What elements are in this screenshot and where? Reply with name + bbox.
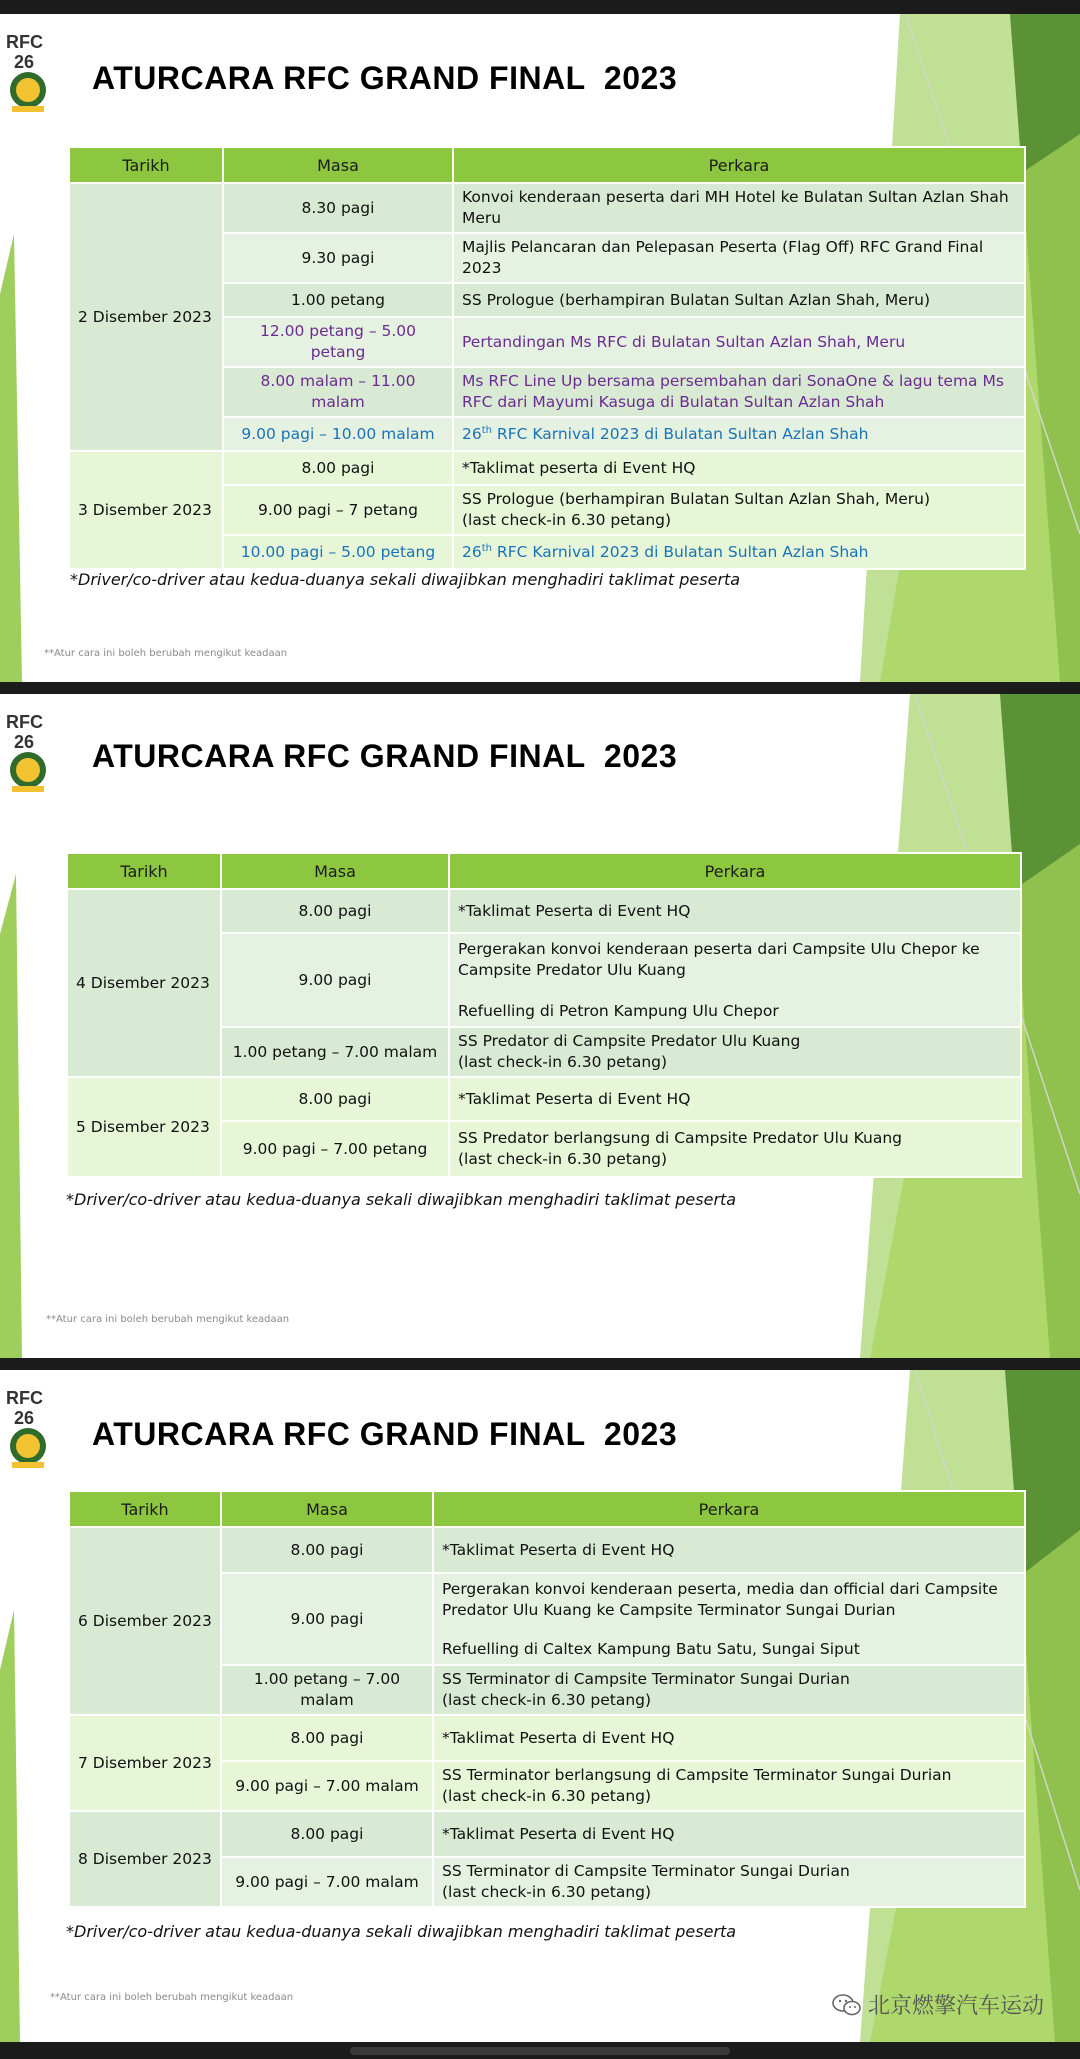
svg-text:26: 26 xyxy=(14,1408,35,1428)
activity-line: Pergerakan konvoi kenderaan peserta dari Campsite Ulu Chepor ke Campsite Predator Ulu Kuang xyxy=(458,939,980,979)
activity-cell xyxy=(449,933,1021,1027)
activity-cell xyxy=(453,417,1025,451)
ordinal-suffix: th xyxy=(481,424,492,436)
footnote: **Atur cara ini boleh berubah mengikut keadaan xyxy=(44,648,288,659)
activity-cell: Pertandingan Ms RFC di Bulatan Sultan Azlan Shah, Meru xyxy=(453,317,1025,367)
date-cell: 3 Disember 2023 xyxy=(69,451,223,569)
header-masa: Masa xyxy=(221,1491,433,1527)
activity-line: (last check-in 6.30 petang) xyxy=(442,1787,652,1805)
date-cell: 5 Disember 2023 xyxy=(67,1077,221,1177)
activity-cell: *Taklimat Peserta di Event HQ xyxy=(433,1811,1025,1857)
driver-note: *Driver/co-driver atau kedua-duanya sekali diwajibkan menghadiri taklimat peserta xyxy=(66,1922,737,1941)
home-indicator[interactable] xyxy=(350,2047,730,2055)
activity-cell xyxy=(449,1027,1021,1077)
date-cell: 6 Disember 2023 xyxy=(69,1527,221,1715)
activity-cell: *Taklimat peserta di Event HQ xyxy=(453,451,1025,485)
page-title: ATURCARA RFC GRAND FINAL 2023 xyxy=(92,1416,678,1452)
time-cell: 9.00 pagi xyxy=(221,1573,433,1665)
header-tarikh: Tarikh xyxy=(69,1491,221,1527)
activity-cell: *Taklimat Peserta di Event HQ xyxy=(449,889,1021,933)
time-cell: 8.00 pagi xyxy=(221,889,449,933)
schedule-table xyxy=(66,852,1022,1178)
svg-text:RFC: RFC xyxy=(6,712,43,732)
time-cell: 10.00 pagi – 5.00 petang xyxy=(223,535,453,569)
activity-cell: Ms RFC Line Up bersama persembahan dari SonaOne & lagu tema Ms RFC dari Mayumi Kasuga di Bulatan Sultan Azlan Shah xyxy=(453,367,1025,417)
footnote: **Atur cara ini boleh berubah mengikut keadaan xyxy=(46,1314,290,1325)
slide-3 xyxy=(0,1370,1080,2042)
activity-cell xyxy=(433,1761,1025,1811)
page-title: ATURCARA RFC GRAND FINAL 2023 xyxy=(92,738,678,774)
activity-line: SS Terminator di Campsite Terminator Sungai Durian xyxy=(442,1670,850,1688)
driver-note: *Driver/co-driver atau kedua-duanya sekali diwajibkan menghadiri taklimat peserta xyxy=(66,1190,737,1209)
activity-line: SS Predator di Campsite Predator Ulu Kuang xyxy=(458,1032,801,1050)
header-tarikh: Tarikh xyxy=(69,147,223,183)
watermark-text: 北京燃擎汽车运动 xyxy=(867,1994,1044,2019)
activity-cell xyxy=(449,1121,1021,1177)
activity-cell: *Taklimat Peserta di Event HQ xyxy=(449,1077,1021,1121)
activity-line: (last check-in 6.30 petang) xyxy=(458,1053,668,1071)
page-title: ATURCARA RFC GRAND FINAL 2023 xyxy=(92,60,678,96)
activity-cell xyxy=(433,1665,1025,1715)
header-masa: Masa xyxy=(223,147,453,183)
time-cell: 9.00 pagi – 7 petang xyxy=(223,485,453,535)
svg-text:26: 26 xyxy=(14,52,35,72)
time-cell: 8.00 pagi xyxy=(221,1077,449,1121)
slide-1 xyxy=(0,14,1080,682)
header-perkara: Perkara xyxy=(433,1491,1025,1527)
time-cell: 8.30 pagi xyxy=(223,183,453,233)
ordinal-number: 26 xyxy=(462,542,482,561)
rfc-logo xyxy=(4,1384,52,1474)
activity-line: Pergerakan konvoi kenderaan peserta, media dan official dari Campsite Predator Ulu Kuang ke Campsite Terminator Sungai Durian xyxy=(442,1579,998,1619)
activity-line: Refuelling di Caltex Kampung Batu Satu, Sungai Siput xyxy=(442,1639,860,1658)
schedule-table xyxy=(68,1490,1026,1908)
time-cell: 12.00 petang – 5.00 petang xyxy=(223,317,453,367)
header-tarikh: Tarikh xyxy=(67,853,221,889)
time-cell: 9.00 pagi – 7.00 malam xyxy=(221,1761,433,1811)
activity-line: Refuelling di Petron Kampung Ulu Chepor xyxy=(458,1001,779,1020)
activity-line: (last check-in 6.30 petang) xyxy=(442,1883,652,1901)
activity-line: (last check-in 6.30 petang) xyxy=(458,1150,668,1168)
rfc-logo xyxy=(4,28,52,118)
activity-text: RFC Karnival 2023 di Bulatan Sultan Azlan Shah xyxy=(492,424,869,443)
activity-cell: *Taklimat Peserta di Event HQ xyxy=(433,1715,1025,1761)
activity-cell xyxy=(433,1573,1025,1665)
time-cell: 9.00 pagi – 10.00 malam xyxy=(223,417,453,451)
date-cell: 8 Disember 2023 xyxy=(69,1811,221,1907)
activity-cell xyxy=(453,485,1025,535)
time-cell: 8.00 pagi xyxy=(221,1811,433,1857)
activity-cell xyxy=(433,1857,1025,1907)
driver-note: *Driver/co-driver atau kedua-duanya sekali diwajibkan menghadiri taklimat peserta xyxy=(70,570,741,589)
time-cell: 1.00 petang xyxy=(223,283,453,317)
time-cell: 1.00 petang – 7.00 malam xyxy=(221,1027,449,1077)
time-cell: 8.00 pagi xyxy=(221,1527,433,1573)
svg-text:RFC: RFC xyxy=(6,1388,43,1408)
activity-cell: SS Prologue (berhampiran Bulatan Sultan Azlan Shah, Meru) xyxy=(453,283,1025,317)
slide-2 xyxy=(0,694,1080,1358)
time-cell: 9.00 pagi – 7.00 malam xyxy=(221,1857,433,1907)
ordinal-suffix: th xyxy=(481,542,492,554)
header-perkara: Perkara xyxy=(449,853,1021,889)
ordinal-number: 26 xyxy=(462,424,482,443)
header-masa: Masa xyxy=(221,853,449,889)
activity-cell xyxy=(453,535,1025,569)
watermark xyxy=(832,1989,1044,2020)
time-cell: 8.00 pagi xyxy=(223,451,453,485)
time-cell: 1.00 petang – 7.00 malam xyxy=(221,1665,433,1715)
date-cell: 7 Disember 2023 xyxy=(69,1715,221,1811)
header-perkara: Perkara xyxy=(453,147,1025,183)
activity-line: SS Terminator berlangsung di Campsite Terminator Sungai Durian xyxy=(442,1766,952,1784)
footnote: **Atur cara ini boleh berubah mengikut keadaan xyxy=(50,1992,294,2003)
rfc-logo xyxy=(4,708,52,798)
svg-text:RFC: RFC xyxy=(6,32,43,52)
activity-text: RFC Karnival 2023 di Bulatan Sultan Azlan Shah xyxy=(492,542,869,561)
activity-line: SS Terminator di Campsite Terminator Sungai Durian xyxy=(442,1862,850,1880)
time-cell: 9.00 pagi – 7.00 petang xyxy=(221,1121,449,1177)
time-cell: 9.30 pagi xyxy=(223,233,453,283)
time-cell: 8.00 pagi xyxy=(221,1715,433,1761)
activity-line: SS Prologue (berhampiran Bulatan Sultan Azlan Shah, Meru) xyxy=(462,490,930,508)
activity-line: SS Predator berlangsung di Campsite Predator Ulu Kuang xyxy=(458,1129,903,1147)
time-cell: 9.00 pagi xyxy=(221,933,449,1027)
schedule-table xyxy=(68,146,1026,570)
activity-cell: Konvoi kenderaan peserta dari MH Hotel ke Bulatan Sultan Azlan Shah Meru xyxy=(453,183,1025,233)
svg-text:26: 26 xyxy=(14,732,35,752)
activity-line: (last check-in 6.30 petang) xyxy=(442,1691,652,1709)
date-cell: 2 Disember 2023 xyxy=(69,183,223,451)
date-cell: 4 Disember 2023 xyxy=(67,889,221,1077)
time-cell: 8.00 malam – 11.00 malam xyxy=(223,367,453,417)
activity-cell: *Taklimat Peserta di Event HQ xyxy=(433,1527,1025,1573)
activity-line: (last check-in 6.30 petang) xyxy=(462,511,672,529)
wechat-icon xyxy=(832,1993,862,2017)
activity-cell: Majlis Pelancaran dan Pelepasan Peserta (Flag Off) RFC Grand Final 2023 xyxy=(453,233,1025,283)
